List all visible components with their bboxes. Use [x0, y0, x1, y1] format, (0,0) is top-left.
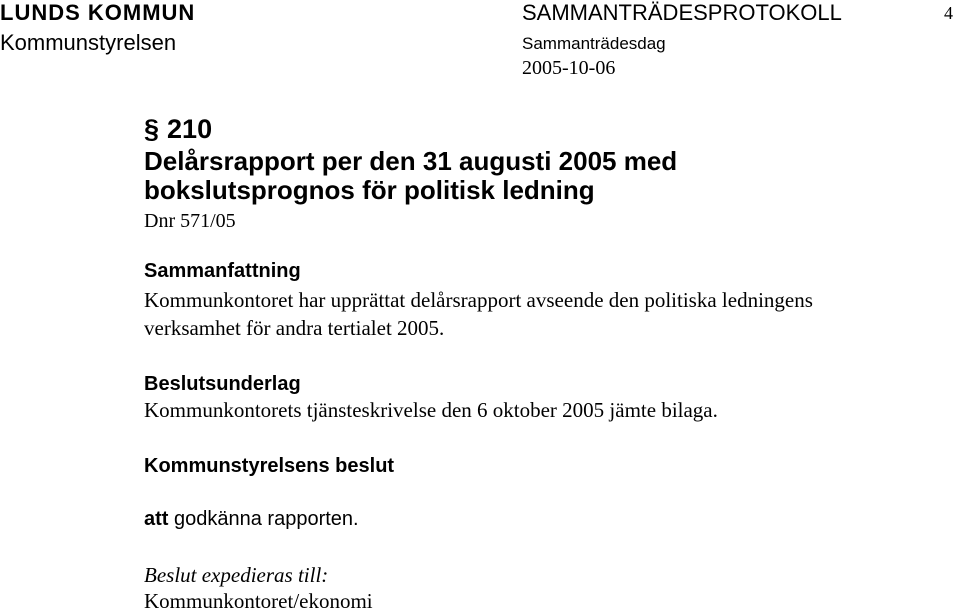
meeting-date: 2005-10-06 — [522, 57, 616, 79]
page-number: 4 — [944, 3, 953, 23]
basis-heading: Beslutsunderlag — [144, 373, 301, 395]
dispatch-label: Beslut expedieras till: — [144, 563, 329, 587]
protocol-title: SAMMANTRÄDESPROTOKOLL — [522, 0, 842, 25]
municipality-name: LUNDS KOMMUN — [0, 0, 196, 25]
decision-heading: Kommunstyrelsens beslut — [144, 455, 395, 477]
decision-att: att — [144, 508, 169, 530]
basis-text: Kommunkontorets tjänsteskrivelse den 6 oktober 2005 jämte bilaga. — [144, 398, 718, 422]
board-name: Kommunstyrelsen — [0, 30, 177, 55]
section-title-line-1: Delårsrapport per den 31 augusti 2005 med — [144, 146, 678, 176]
summary-text-line-2: verksamhet för andra tertialet 2005. — [144, 316, 445, 340]
meeting-date-label: Sammanträdesdag — [522, 34, 666, 53]
decision-body: godkänna rapporten. — [174, 508, 359, 530]
summary-heading: Sammanfattning — [144, 260, 301, 282]
section-symbol: § — [144, 114, 160, 144]
section-title-line-2: bokslutsprognos för politisk ledning — [144, 175, 595, 205]
decision-text — [144, 508, 359, 531]
summary-text-line-1: Kommunkontoret har upprättat delårsrapport avseende den politiska ledningens — [144, 288, 813, 312]
section-number — [144, 114, 212, 145]
case-number: Dnr 571/05 — [144, 210, 236, 232]
dispatch-recipient: Kommunkontoret/ekonomi — [144, 589, 373, 613]
section-number-value: 210 — [167, 114, 213, 144]
